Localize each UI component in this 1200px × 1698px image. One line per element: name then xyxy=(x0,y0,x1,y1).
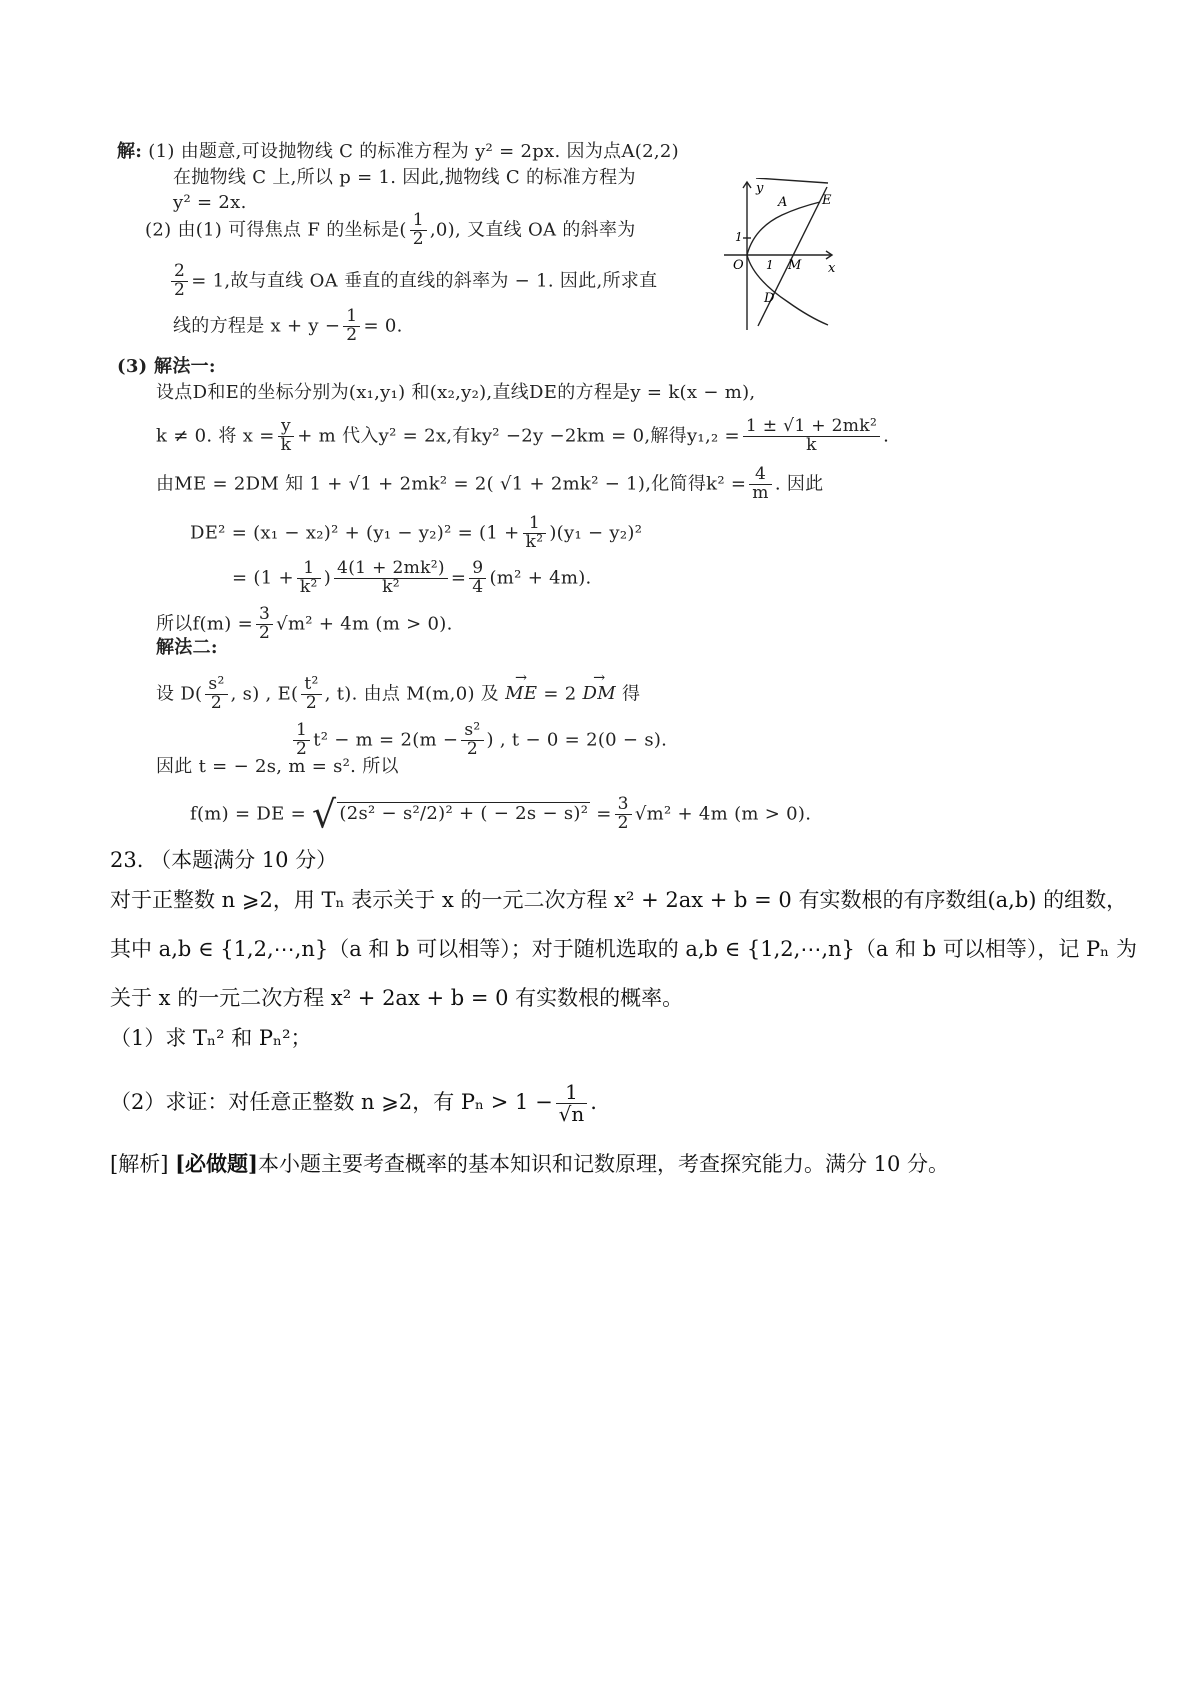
part2-text-e: = 0. xyxy=(363,315,403,337)
fraction-root-formula: $\frac{\text{1 ± √1 + 2mk²}}{k}$ xyxy=(743,418,880,455)
method1-line2: k ≠ 0. 将 x = $\frac{y}{k}$ + m 代入y² = 2x,有ky² −2y −2km = 0,解得y₁,₂ = $\frac{\text{1 ± √1 + 2mk²}}{k}$ . xyxy=(156,416,890,455)
solution-part1-line1 xyxy=(117,141,679,163)
figure-label-one-y: 1 xyxy=(735,230,743,244)
method1-line4: DE² = (x₁ − x₂)² + (y₁ − y₂)² = (1 + $\frac{1}{\text{k²}}$ )(y₁ − y₂)² xyxy=(190,513,643,552)
method1-line3: 由ME = 2DM 知 1 + √1 + 2mk² = 2( √1 + 2mk² − 1),化简得k² = $\frac{4}{m}$ . 因此 xyxy=(156,464,824,503)
required-tag: [必做题] xyxy=(175,1151,258,1176)
part2-text-d: 线的方程是 x + y − xyxy=(173,315,341,337)
figure-label-E: E xyxy=(822,193,832,208)
solution-head: 解: xyxy=(117,141,143,162)
problem-number: 23. （本题满分 10 分） xyxy=(110,848,338,872)
radical-expression: (2s² − s²/2)² + ( − 2s − s)² xyxy=(339,803,589,825)
part1-number: (1) xyxy=(148,141,175,162)
fraction-three-halves-b: $\frac{3}{2}$ xyxy=(615,796,632,833)
fraction-half: $\frac{1}{2}$ xyxy=(293,722,310,759)
solution-part2-line3 xyxy=(173,308,403,345)
solution-part2-line2 xyxy=(168,263,657,300)
figure-label-one-x: 1 xyxy=(766,258,774,272)
part2-text-c: = 1,故与直线 OA 垂直的直线的斜率为 − 1. 因此,所求直 xyxy=(191,270,658,292)
fraction-t2-half: $\frac{\text{t²}}{2}$ xyxy=(301,676,321,713)
analysis-text: 本小题主要考查概率的基本知识和记数原理，考查探究能力。满分 10 分。 xyxy=(257,1152,950,1176)
fraction-one-over-k2-b: $\frac{1}{\text{k²}}$ xyxy=(297,560,321,597)
part2-number: (2) xyxy=(145,219,172,241)
method1-line1: 设点D和E的坐标分别为(x₁,y₁) 和(x₂,y₂),直线DE的方程是y = k(x − m), xyxy=(156,382,756,403)
solution-part1-line3: y² = 2x. xyxy=(173,192,247,213)
fraction-one-half: $\frac{1}{2}$ xyxy=(410,212,427,249)
method2-line1: 设 D( $\frac{\text{s²}}{2}$ , s) , E( $\frac{\text{t²}}{2}$ , t). 由点 M(m,0) 及 → ME = 2 → DM 得 xyxy=(156,676,640,713)
problem-line3: 关于 x 的一元二次方程 x² + 2ax + b = 0 有实数根的概率。 xyxy=(110,986,684,1010)
fraction-y-over-k: $\frac{y}{k}$ xyxy=(278,418,295,455)
figure-label-A: A xyxy=(778,195,788,210)
figure-label-M: M xyxy=(788,258,802,273)
figure-label-D: D xyxy=(764,291,775,306)
figure-label-y: y xyxy=(756,181,764,196)
parabola-figure xyxy=(720,178,840,333)
vector-ME: → ME xyxy=(505,683,537,705)
analysis-tag: [解析] xyxy=(110,1152,169,1176)
fraction-four-expr: $\frac{\text{4(1 + 2mk²)}}{\text{k²}}$ xyxy=(334,560,448,597)
part2-text-b: ,0), 又直线 OA 的斜率为 xyxy=(429,219,636,241)
figure-label-x: x xyxy=(828,261,836,276)
analysis-line xyxy=(110,1151,949,1177)
problem-line2: 其中 a,b ∈ {1,2,⋯,n}（a 和 b 可以相等）；对于随机选取的 a,b ∈ {1,2,⋯,n}（a 和 b 可以相等），记 Pₙ 为 xyxy=(110,937,1137,961)
fraction-two-over-two: $\frac{2}{2}$ xyxy=(171,263,188,300)
part1-text-1: 由题意,可设抛物线 C 的标准方程为 y² = 2px. 因为点A(2,2) xyxy=(180,141,679,162)
method2-line4: f(m) = DE = √ (2s² − s²/2)² + ( − 2s − s)² = $\frac{3}{2}$ √m² + 4m (m > 0). xyxy=(190,792,812,837)
method-two-heading: 解法二: xyxy=(156,637,218,658)
fraction-one-over-root-n: $\frac{1}{√n}$ xyxy=(556,1082,588,1125)
solution-part2-line1 xyxy=(145,212,636,249)
question-1: （1）求 Tₙ² 和 Pₙ²； xyxy=(110,1026,312,1050)
method2-line2: $\frac{1}{2}$ t² − m = 2(m − $\frac{\text{s²}}{2}$ ) , t − 0 = 2(0 − s). xyxy=(290,722,667,759)
vector-DM: → DM xyxy=(583,683,616,705)
question-2: （2）求证：对任意正整数 n ⩾2，有 Pₙ > 1 − $\frac{1}{√n}$ . xyxy=(110,1080,597,1126)
part2-text-a: 由(1) 可得焦点 F 的坐标是( xyxy=(177,219,407,241)
solution-part1-line2: 在抛物线 C 上,所以 p = 1. 因此,抛物线 C 的标准方程为 xyxy=(173,167,636,188)
fraction-nine-quarters: $\frac{9}{4}$ xyxy=(469,560,486,597)
fraction-s2-half-b: $\frac{\text{s²}}{2}$ xyxy=(461,722,483,759)
method1-line5: = (1 + $\frac{1}{\text{k²}}$ ) $\frac{\text{4(1 + 2mk²)}}{\text{k²}}$ = $\frac{9}{4}$ (m² + 4m). xyxy=(232,558,592,597)
fraction-four-over-m: $\frac{4}{m}$ xyxy=(749,466,772,503)
fraction-three-halves: $\frac{3}{2}$ xyxy=(256,606,273,643)
fraction-one-over-k2: $\frac{1}{\text{k²}}$ xyxy=(523,515,547,552)
figure-label-O: O xyxy=(733,258,744,273)
method1-line6: 所以f(m) = $\frac{3}{2}$ √m² + 4m (m > 0). xyxy=(156,604,453,643)
problem-line1: 对于正整数 n ⩾2，用 Tₙ 表示关于 x 的一元二次方程 x² + 2ax + b = 0 有实数根的有序数组(a,b) 的组数， xyxy=(110,888,1128,912)
fraction-one-half-2: $\frac{1}{2}$ xyxy=(343,308,360,345)
method2-line3: 因此 t = − 2s, m = s². 所以 xyxy=(156,756,399,777)
method-one-heading: (3) 解法一: xyxy=(117,356,216,377)
fraction-s2-half: $\frac{\text{s²}}{2}$ xyxy=(205,676,227,713)
